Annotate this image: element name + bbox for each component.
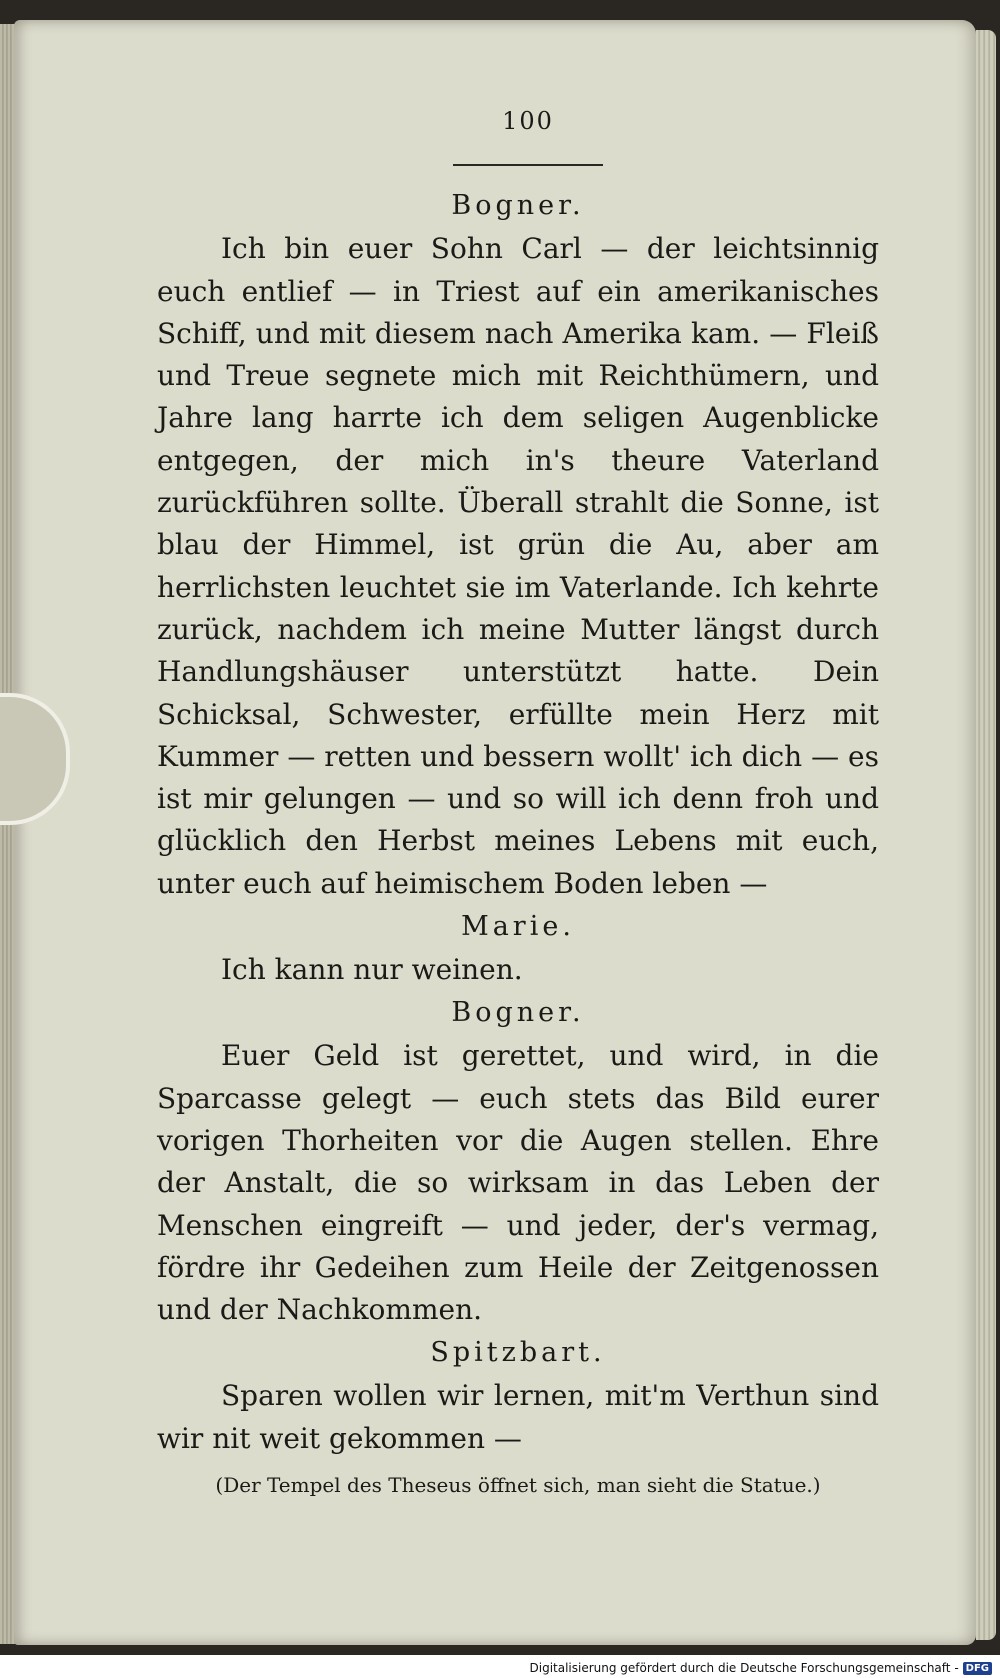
speaker-name: Marie. bbox=[461, 911, 575, 943]
credit-text: Digitalisierung gefördert durch die Deutsche Forschungsgemeinschaft - bbox=[529, 1661, 959, 1675]
speech-text: Sparen wollen wir lernen, mit'm Verthun sind wir nit weit gekommen — bbox=[157, 1379, 879, 1455]
page-number: 100 bbox=[502, 107, 554, 135]
stage-direction: (Der Tempel des Theseus öffnet sich, man sieht die Statue.) bbox=[215, 1473, 821, 1498]
speech-text: Ich bin euer Sohn Carl — der leichtsinnig euch entlief — in Triest auf ein amerikanisches Schiff, und mit diesem nach Amerika kam. — Fleiß und Treue segnete mich mit Reichthümern, und Jahre lang harrte ich dem seligen Augenblicke entgegen, der mich in's theure Vaterland zurückführen sollte. Überall strahlt die Sonne, ist blau der Himmel, ist grün die Au, aber am herrlichsten leuchtet sie im Vaterlande. Ich kehrte zurück, nachdem ich meine Mutter längst durch Handlungshäuser unterstützt hatte. Dein Schicksal, Schwester, erfüllte mein Herz mit Kummer — retten und bessern wollt' ich dich — es ist mir gelungen — und so will ich denn froh und glücklich den Herbst meines Lebens mit euch, unter euch auf heimischem Boden leben — bbox=[157, 232, 879, 900]
speech-text: Ich kann nur weinen. bbox=[221, 953, 523, 987]
speaker-name: Bogner. bbox=[451, 997, 585, 1029]
dfg-logo: DFG bbox=[963, 1662, 992, 1675]
page-content bbox=[157, 100, 879, 1504]
speaker-name: Spitzbart. bbox=[430, 1337, 606, 1369]
book-fore-edge bbox=[976, 30, 996, 1640]
header-rule bbox=[453, 164, 603, 166]
speech-text: Euer Geld ist gerettet, und wird, in die Sparcasse gelegt — euch stets das Bild eurer vorigen Thorheiten vor die Augen stellen. Ehre der Anstalt, die so wirksam in das Leben der Menschen eingreift — und jeder, der's vermag, fördre ihr Gedeihen zum Heile der Zeitgenossen und der Nachkommen. bbox=[157, 1039, 879, 1327]
digitization-credit bbox=[530, 1661, 993, 1675]
speaker-name: Bogner. bbox=[451, 190, 585, 222]
